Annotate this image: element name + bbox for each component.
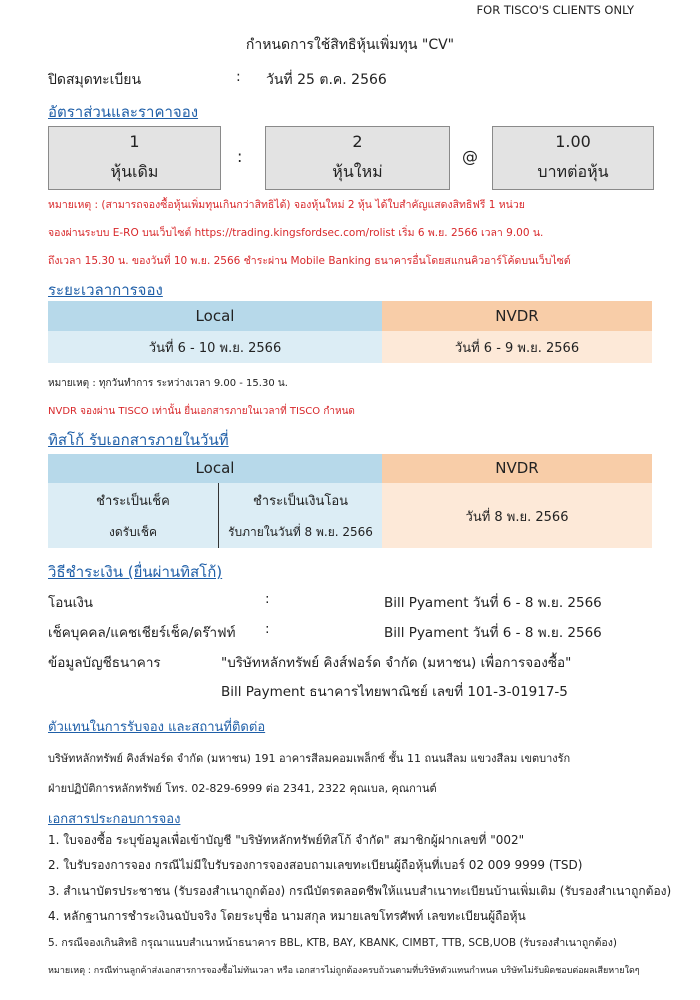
bank-account-number: Bill Payment ธนาคารไทยพาณิชย์ เลขที่ 101-3-01917-5: [221, 684, 568, 700]
docs-nvdr-header: NVDR: [382, 454, 652, 483]
agent-contact: ฝ่ายปฏิบัติการหลักทรัพย์ โทร. 02-829-6999 ต่อ 2341, 2322 คุณเบล, คุณกานต์: [48, 782, 437, 795]
cheque-method-colon: :: [265, 621, 270, 637]
bank-account-name: "บริษัทหลักทรัพย์ คิงส์ฟอร์ด จำกัด (มหาชน) เพื่อการจองซื้อ": [221, 655, 572, 671]
new-shares-box: [265, 126, 450, 190]
docs-nvdr-cell: [382, 483, 652, 548]
transfer-method-value: Bill Pyament วันที่ 6 - 8 พ.ย. 2566: [384, 595, 602, 611]
ratio-remark-line-2: จองผ่านระบบ E-RO บนเว็บไซต์ https://trading.kingsfordsec.com/rolist เริ่ม 6 พ.ย. 2566 เวลา 9.00 น.: [48, 227, 544, 239]
ratio-separator: :: [237, 147, 243, 166]
ratio-remark-line-1: หมายเหตุ : (สามารถจองซื้อหุ้นเพิ่มทุนเกินกว่าสิทธิได้) จองหุ้นใหม่ 2 หุ้น ได้ใบสำคัญแสดงสิทธิฟรี 1 หน่วย: [48, 199, 525, 211]
period-local-header: Local: [48, 301, 382, 331]
payment-heading: วิธีชำระเงิน (ยื่นผ่านทิสโก้): [48, 563, 223, 581]
docs-nvdr-date: วันที่ 8 พ.ย. 2566: [465, 510, 569, 525]
period-nvdr-date: วันที่ 6 - 9 พ.ย. 2566: [382, 331, 652, 363]
documents-footnote: หมายเหตุ : กรณีท่านลูกค้าส่งเอกสารการจองซื้อไม่ทันเวลา หรือ เอกสารไม่ถูกต้องครบถ้วนตามที่บริษัทตัวแทนกำหนด บริษัทไม่รับผิดชอบต่อผลเสียหายใดๆ: [48, 966, 640, 976]
transfer-deadline: รับภายในวันที่ 8 พ.ย. 2566: [228, 525, 373, 539]
price-at-sign: @: [462, 147, 478, 166]
book-closing-label: ปิดสมุดทะเบียน: [48, 72, 142, 88]
ratio-heading: อัตราส่วนและราคาจอง: [48, 103, 199, 121]
nvdr-note: NVDR จองผ่าน TISCO เท่านั้น ยื่นเอกสารภายในเวลาที่ TISCO กำหนด: [48, 406, 355, 417]
price-value: 1.00: [555, 132, 591, 151]
agent-heading: ตัวแทนในการรับจอง และสถานที่ติดต่อ: [48, 720, 266, 735]
documents-heading: เอกสารประกอบการจอง: [48, 812, 181, 827]
document-item-3: 3. สำเนาบัตรประชาชน (รับรองสำเนาถูกต้อง) กรณีบัตรตลอดชีพให้แนบสำเนาทะเบียนบ้านเพิ่มเติม (รับรองสำเนาถูกต้อง): [48, 884, 672, 898]
book-closing-date: วันที่ 25 ต.ค. 2566: [266, 72, 387, 88]
document-item-1: 1. ใบจองซื้อ ระบุข้อมูลเพื่อเข้าบัญชี "บริษัทหลักทรัพย์ทิสโก้ จำกัด" สมาชิกผู้ฝากเลขที่ "002": [48, 833, 525, 847]
docs-deadline-table: [48, 454, 652, 548]
period-local-date: วันที่ 6 - 10 พ.ย. 2566: [48, 331, 382, 363]
transfer-method-colon: :: [265, 591, 270, 607]
bank-account-label: ข้อมูลบัญชีธนาคาร: [48, 655, 161, 671]
agent-address: บริษัทหลักทรัพย์ คิงส์ฟอร์ด จำกัด (มหาชน) 191 อาคารสีลมคอมเพล็กซ์ ชั้น 11 ถนนสีลม แขวงสีลม เขตบางรัก: [48, 752, 571, 765]
cheque-cell: [48, 483, 218, 548]
period-note: หมายเหตุ : ทุกวันทำการ ระหว่างเวลา 9.00 - 15.30 น.: [48, 378, 288, 389]
new-shares-label: หุ้นใหม่: [332, 162, 383, 181]
price-box: [492, 126, 654, 190]
period-heading: ระยะเวลาการจอง: [48, 281, 163, 299]
old-shares-box: [48, 126, 221, 190]
document-item-5: 5. กรณีจองเกินสิทธิ กรุณาแนบสำเนาหน้าธนาคาร BBL, KTB, BAY, KBANK, CIMBT, TTB, SCB,UOB (รับรองสำเนาถูกต้อง): [48, 937, 617, 949]
cheque-method-value: Bill Pyament วันที่ 6 - 8 พ.ย. 2566: [384, 625, 602, 641]
clients-only-note: FOR TISCO'S CLIENTS ONLY: [476, 3, 634, 17]
document-item-2: 2. ใบรับรองการจอง กรณีไม่มีใบรับรองการจองสอบถามเลขทะเบียนผู้ถือหุ้นที่เบอร์ 02 009 9999 (TSD): [48, 858, 583, 872]
cheque-method-label: เช็คบุคคล/แคชเชียร์เช็ค/ดร๊าฟท์: [48, 625, 236, 641]
old-shares-label: หุ้นเดิม: [110, 162, 159, 181]
ratio-remark-line-3: ถึงเวลา 15.30 น. ของวันที่ 10 พ.ย. 2566 ชำระผ่าน Mobile Banking ธนาคารอื่นโดยสแกนคิวอาร์โค้ดบนเว็บไซต์: [48, 255, 571, 267]
transfer-cell: [219, 483, 382, 548]
document-item-4: 4. หลักฐานการชำระเงินฉบับจริง โดยระบุชื่อ นามสกุล หมายเลขโทรศัพท์ เลขทะเบียนผู้ถือหุ้น: [48, 909, 526, 923]
docs-local-header: Local: [48, 454, 382, 483]
new-shares-value: 2: [352, 132, 363, 151]
period-table: [48, 301, 652, 363]
price-unit-label: บาทต่อหุ้น: [537, 162, 609, 181]
period-nvdr-header: NVDR: [382, 301, 652, 331]
document-title: กำหนดการใช้สิทธิหุ้นเพิ่มทุน "CV": [245, 37, 455, 53]
transfer-title: ชำระเป็นเงินโอน: [252, 494, 349, 509]
cheque-note: งดรับเช็ค: [109, 525, 157, 539]
transfer-method-label: โอนเงิน: [48, 595, 94, 611]
cheque-title: ชำระเป็นเช็ค: [96, 494, 170, 509]
old-shares-value: 1: [129, 132, 140, 151]
docs-deadline-heading: ทิสโก้ รับเอกสารภายในวันที่: [48, 431, 229, 449]
book-closing-colon: :: [236, 69, 241, 85]
